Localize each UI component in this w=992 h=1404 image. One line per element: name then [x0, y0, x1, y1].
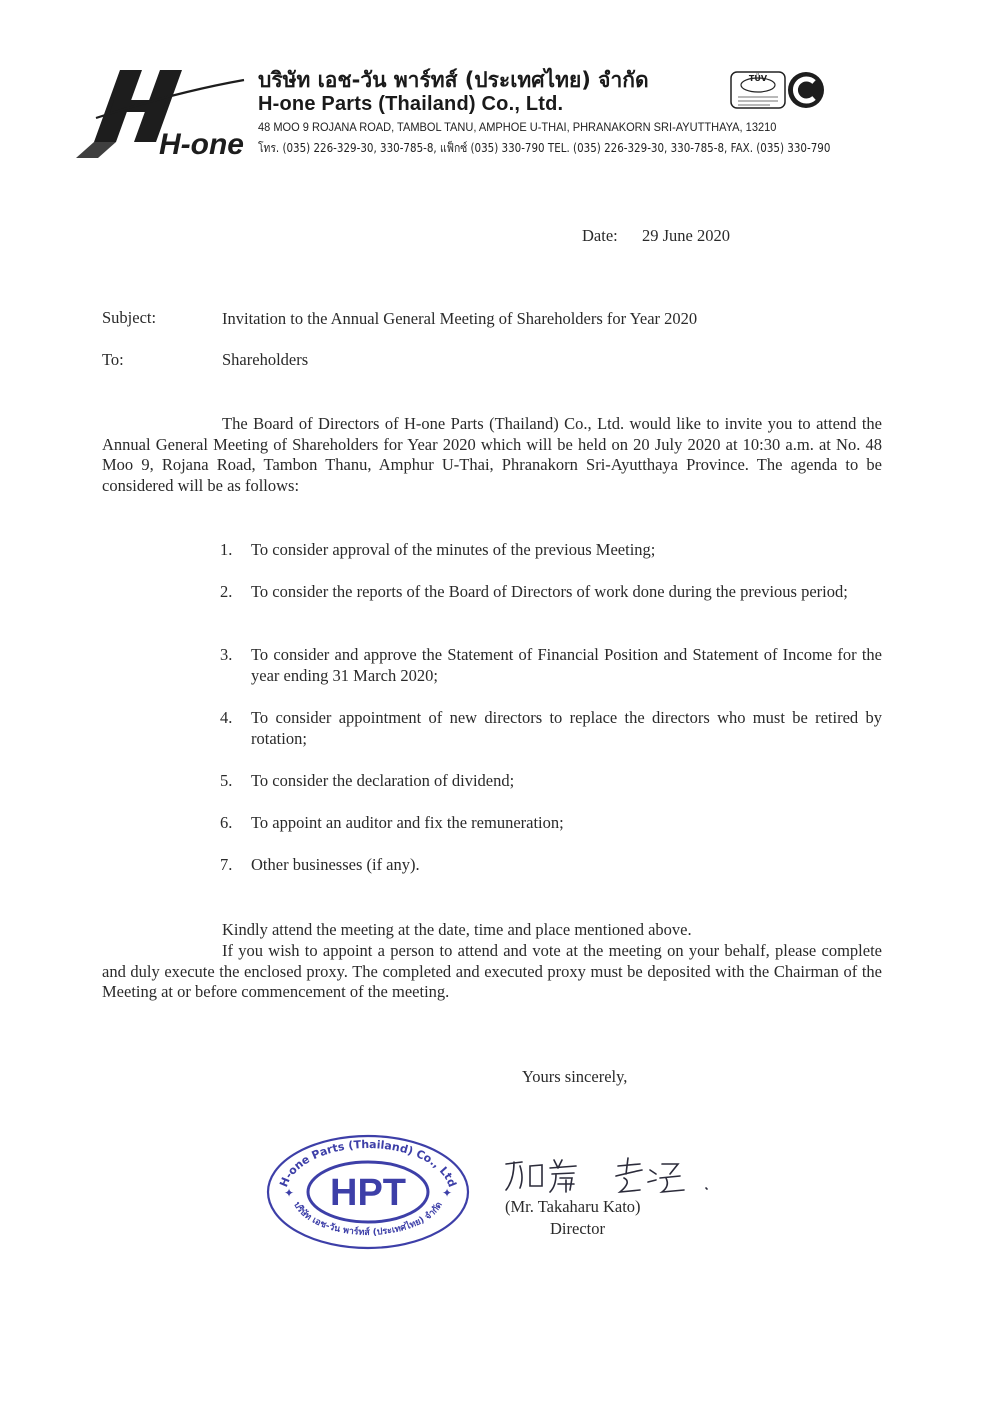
subject-label: Subject:: [102, 308, 157, 327]
company-seal: [264, 1132, 472, 1252]
company-name-thai: บริษัท เอช-วัน พาร์ทส์ (ประเทศไทย) จำกัด: [258, 68, 649, 92]
agenda-number: 5.: [220, 771, 233, 790]
company-address: 48 MOO 9 ROJANA ROAD, TAMBOL TANU, AMPHOE U-THAI, PHRANAKORN SRI-AYUTTHAYA, 13210: [258, 120, 777, 134]
recipient-text: Shareholders: [222, 350, 309, 369]
svg-text:✦: ✦: [284, 1186, 295, 1200]
agenda-item: [220, 813, 882, 834]
agenda-text: To consider approval of the minutes of the previous Meeting;: [251, 540, 656, 559]
company-contact: โทร. (035) 226-329-30, 330-785-8, แฟ็กซ์ (035) 330-790 TEL. (035) 226-329-30, 330-785-8, FAX. (035) 330-790: [258, 141, 831, 155]
agenda-text: To appoint an auditor and fix the remuneration;: [251, 813, 564, 832]
agenda-item: [220, 771, 882, 792]
h-one-logo: [76, 62, 246, 162]
certification-marks: [730, 70, 828, 110]
intro-paragraph: The Board of Directors of H-one Parts (Thailand) Co., Ltd. would like to invite you to attend the Annual General Meeting of Shareholders for Year 2020 which will be held on 20 July 2020 at 10:30 a.m. at No. 48 Moo 9, Rojana Road, Tambon Thanu, Amphur U-Thai, Phranakorn Sri-Ayutthaya Province. The agenda to be considered will be as follows:: [102, 414, 882, 495]
seal-ring-top: H-one Parts (Thailand) Co., Ltd: [277, 1137, 459, 1189]
agenda-number: 6.: [220, 813, 233, 832]
agenda-item: [220, 582, 882, 603]
logo-wordmark: H-one: [159, 128, 244, 161]
agenda-item: [220, 855, 882, 876]
agenda-item: [220, 708, 882, 749]
agenda-number: 1.: [220, 540, 233, 559]
handwritten-signature: [500, 1152, 720, 1196]
agenda-text: To consider and approve the Statement of Financial Position and Statement of Income for the year ending 31 March 2020;: [251, 645, 882, 685]
agenda-item: [220, 540, 882, 561]
recipient-label: To:: [102, 350, 124, 369]
date-value: 29 June 2020: [642, 226, 730, 245]
closing-paragraph-1: Kindly attend the meeting at the date, time and place mentioned above.: [222, 920, 692, 939]
closing-paragraph-2: If you wish to appoint a person to attend and vote at the meeting on your behalf, please complete and duly execute the enclosed proxy. The completed and executed proxy must be deposited with the Chairman of the Meeting at or before commencement of the meeting.: [102, 941, 882, 1001]
letter-date: [582, 226, 730, 247]
subject-text: Invitation to the Annual General Meeting of Shareholders for Year 2020: [222, 309, 698, 328]
cert-tuv-label: TÜV: [748, 74, 768, 83]
agenda-text: To consider the declaration of dividend;: [251, 771, 515, 790]
agenda-number: 3.: [220, 645, 233, 664]
seal-ring-bottom: บริษัท เอช-วัน พาร์ทส์ (ประเทศไทย) จำกัด: [291, 1200, 445, 1238]
agenda-number: 4.: [220, 708, 233, 727]
agenda-item: [220, 645, 882, 686]
sign-off: Yours sincerely,: [522, 1067, 628, 1086]
seal-center-text: HPT: [330, 1172, 406, 1214]
agenda-number: 7.: [220, 855, 233, 874]
agenda-text: To consider the reports of the Board of Directors of work done during the previous period;: [251, 582, 848, 601]
agenda-text: To consider appointment of new directors to replace the directors who must be retired by rotation;: [251, 708, 882, 748]
company-name-english: H-one Parts (Thailand) Co., Ltd.: [258, 93, 564, 115]
agenda-text: Other businesses (if any).: [251, 855, 420, 874]
svg-text:✦: ✦: [442, 1186, 453, 1200]
agenda-number: 2.: [220, 582, 233, 601]
signatory-title: Director: [550, 1219, 605, 1238]
date-label: Date:: [582, 226, 618, 245]
signatory-name: (Mr. Takaharu Kato): [505, 1197, 641, 1216]
